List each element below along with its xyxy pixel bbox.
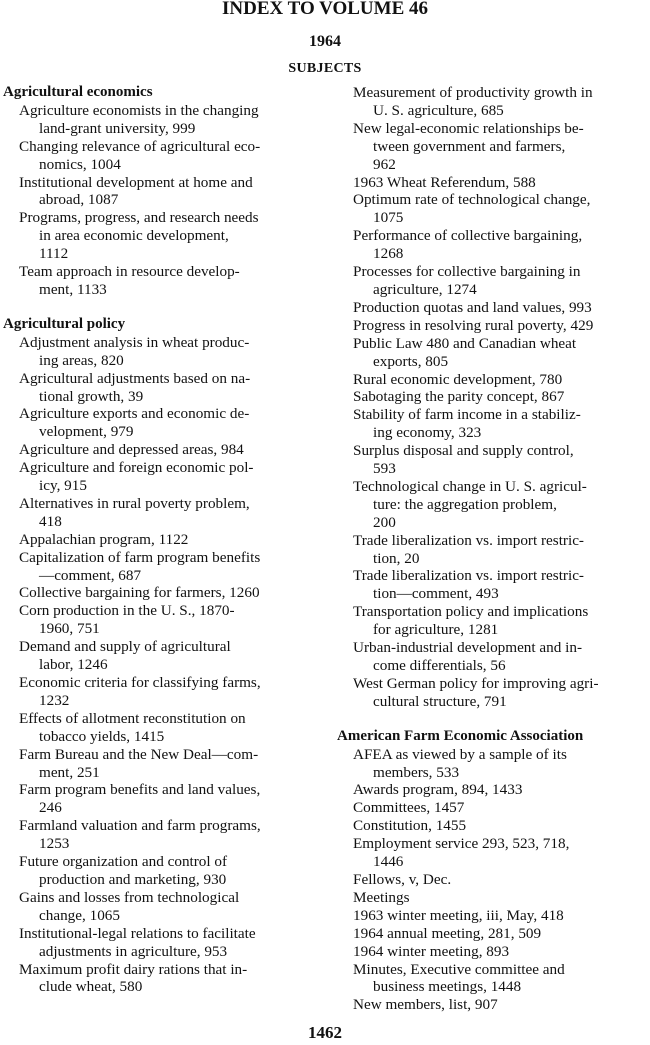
index-entry-line: Measurement of productivity growth in — [353, 84, 593, 101]
index-entry — [3, 549, 315, 585]
index-entry — [337, 120, 648, 174]
index-entry-line: Gains and losses from technological — [19, 888, 240, 906]
index-entry-line: Alternatives in rural poverty problem, — [19, 494, 250, 512]
index-entry — [3, 746, 315, 782]
index-entry-line: Surplus disposal and supply control, — [353, 442, 574, 460]
index-entry — [337, 871, 648, 889]
index-entry-line: Urban-industrial development and in- — [353, 639, 583, 657]
index-entry-line: Sabotaging the parity concept, 867 — [353, 388, 565, 406]
index-entry-line: tobacco yields, 1415 — [39, 727, 165, 745]
index-entry-line: 1268 — [373, 245, 404, 263]
index-entry — [337, 442, 648, 478]
index-entry-line: Employment service 293, 523, 718, — [353, 835, 570, 853]
index-entry-line: Institutional-legal relations to facilitate — [19, 924, 256, 942]
index-entry-line: Farm Bureau and the New Deal—com- — [19, 745, 259, 763]
index-entry-line: business meetings, 1448 — [373, 978, 522, 996]
page-number: 1462 — [308, 1023, 342, 1042]
index-entry-line: —comment, 687 — [39, 566, 142, 584]
index-entry-line: 200 — [373, 513, 396, 531]
index-entry — [337, 996, 648, 1014]
index-entry — [337, 925, 648, 943]
index-entry — [337, 388, 648, 406]
index-entry-line: Progress in resolving rural poverty, 429 — [353, 316, 594, 334]
index-entry-line: 1960, 751 — [39, 620, 100, 638]
index-entry-line: come differentials, 56 — [373, 657, 506, 674]
index-entry — [3, 174, 315, 210]
index-entry-line: Agriculture and foreign economic pol- — [19, 459, 254, 477]
index-entry-line: Corn production in the U. S., 1870- — [19, 602, 235, 620]
index-entry-line: Demand and supply of agricultural — [19, 638, 231, 656]
index-entry — [3, 102, 315, 138]
index-entry-line: 1232 — [39, 691, 70, 709]
index-entry — [337, 907, 648, 925]
index-entry — [3, 853, 315, 889]
index-entry — [337, 317, 648, 335]
index-entry-line: 1964 winter meeting, 893 — [353, 942, 510, 960]
index-entry-line: change, 1065 — [39, 906, 120, 924]
section-label: SUBJECTS — [288, 61, 362, 76]
index-entry — [337, 675, 648, 711]
index-entry-line: ture: the aggregation problem, — [373, 495, 557, 513]
index-entry-line: clude wheat, 580 — [39, 978, 143, 996]
index-entry-line: Changing relevance of agricultural eco- — [19, 137, 261, 155]
index-entry-line: 418 — [39, 512, 62, 530]
index-entry-line: Processes for collective bargaining in — [353, 263, 581, 281]
index-entry-line: Adjustment analysis in wheat produc- — [19, 333, 250, 351]
index-entry-line: Meetings — [353, 888, 410, 906]
index-entry — [337, 299, 648, 317]
index-entry — [337, 227, 648, 263]
page-title: INDEX TO VOLUME 46 — [221, 0, 429, 19]
index-entry-line: Effects of allotment reconstitution on — [19, 709, 246, 727]
index-entry — [3, 817, 315, 853]
index-entry-line: 246 — [39, 799, 62, 817]
index-entry-line: abroad, 1087 — [39, 191, 119, 209]
index-entry-line: Production quotas and land values, 993 — [353, 298, 592, 316]
index-entry-line: Rural economic development, 780 — [353, 370, 563, 388]
index-entry — [337, 335, 648, 371]
index-entry — [3, 710, 315, 746]
index-entry-line: 1253 — [39, 835, 70, 853]
index-entry-line: 1964 annual meeting, 281, 509 — [353, 924, 542, 942]
left-column — [3, 84, 315, 996]
heading-agricultural-economics: Agricultural economics — [3, 84, 153, 100]
index-entry-line: icy, 915 — [39, 477, 87, 495]
index-entry-line: tion—comment, 493 — [373, 585, 499, 603]
entries-afea — [337, 746, 648, 907]
index-entry-line: Appalachian program, 1122 — [19, 530, 189, 548]
index-entry-line: Trade liberalization vs. import restric- — [353, 531, 584, 549]
index-entry-line: Performance of collective bargaining, — [353, 227, 583, 245]
index-entry — [3, 370, 315, 406]
entries-meetings — [337, 907, 648, 961]
index-entry-line: Agriculture economists in the changing — [19, 101, 259, 119]
index-entry — [337, 781, 648, 799]
index-entry-line: agriculture, 1274 — [373, 280, 477, 298]
index-entry-line: in area economic development, — [39, 227, 229, 245]
index-entry-line: tion, 20 — [373, 549, 420, 567]
index-entry — [3, 405, 315, 441]
index-entry — [337, 889, 648, 907]
index-entry-line: ing economy, 323 — [373, 424, 482, 442]
index-entry-line: ment, 251 — [39, 763, 100, 781]
index-entry-line: Farm program benefits and land values, — [19, 781, 261, 799]
index-entry — [3, 531, 315, 549]
index-entry-line: West German policy for improving agri- — [353, 674, 599, 692]
index-entry — [337, 406, 648, 442]
index-entry-line: 1963 winter meeting, iii, May, 418 — [353, 906, 564, 924]
index-entry-line: Agricultural adjustments based on na- — [19, 369, 251, 387]
index-entry — [337, 943, 648, 961]
index-entry-line: tween government and farmers, — [373, 137, 566, 155]
index-entry — [3, 334, 315, 370]
volume-year: 1964 — [309, 33, 341, 50]
index-entry-line: exports, 805 — [373, 352, 449, 370]
index-entry-line: New legal-economic relationships be- — [353, 119, 584, 137]
index-entry — [337, 478, 648, 532]
index-entry — [3, 781, 315, 817]
index-entry-line: velopment, 979 — [39, 423, 134, 441]
index-entry — [337, 532, 648, 568]
index-entry-line: Farmland valuation and farm programs, — [19, 817, 261, 835]
index-entry — [337, 567, 648, 603]
index-entry — [337, 191, 648, 227]
heading-american-farm-economic-association: American Farm Economic Association — [337, 727, 584, 744]
index-entry — [337, 174, 648, 192]
index-entry-line: Fellows, v, Dec. — [353, 870, 452, 888]
index-entry — [3, 495, 315, 531]
index-entry-line: 593 — [373, 460, 396, 478]
index-entry-line: tional growth, 39 — [39, 387, 144, 405]
index-entry — [337, 603, 648, 639]
index-entry-line: 962 — [373, 155, 396, 173]
index-entry — [3, 638, 315, 674]
index-entry-line: 1446 — [373, 853, 404, 871]
index-entry-line: Programs, progress, and research needs — [19, 209, 259, 227]
index-entry — [337, 639, 648, 675]
index-entry-line: Trade liberalization vs. import restric- — [353, 567, 584, 585]
index-entry — [3, 209, 315, 263]
index-entry — [337, 817, 648, 835]
index-entry — [3, 263, 315, 299]
index-entry-line: nomics, 1004 — [39, 155, 121, 173]
index-entry-line: ment, 1133 — [39, 280, 107, 298]
index-entry — [337, 84, 648, 120]
index-entry — [3, 925, 315, 961]
index-entry-line: Institutional development at home and — [19, 173, 253, 191]
index-entry-line: 1075 — [373, 209, 404, 227]
index-entry-line: Transportation policy and implications — [353, 603, 589, 621]
index-entry-line: land-grant university, 999 — [39, 119, 196, 137]
index-entry-line: cultural structure, 791 — [373, 692, 507, 710]
index-entry-line: for agriculture, 1281 — [373, 621, 499, 639]
index-entry-line: Committees, 1457 — [353, 799, 465, 817]
index-entry — [3, 138, 315, 174]
index-entry-line: Agriculture exports and economic de- — [19, 405, 250, 423]
index-entry-line: Maximum profit dairy rations that in- — [19, 960, 248, 978]
index-entry-line: Optimum rate of technological change, — [353, 191, 591, 209]
index-entry-line: 1963 Wheat Referendum, 588 — [353, 173, 536, 191]
index-entry-line: Constitution, 1455 — [353, 817, 467, 835]
index-entry — [337, 371, 648, 389]
index-entry — [337, 961, 648, 997]
index-entry-line: Agriculture and depressed areas, 984 — [19, 441, 244, 459]
index-entry-line: Stability of farm income in a stabiliz- — [353, 406, 581, 424]
index-entry-line: ing areas, 820 — [39, 351, 124, 369]
entries-agricultural-economics — [3, 102, 315, 299]
index-entry — [3, 441, 315, 459]
index-entry — [3, 961, 315, 997]
index-entry-line: members, 533 — [373, 763, 460, 781]
right-column — [337, 84, 648, 1014]
index-entry-line: adjustments in agriculture, 953 — [39, 942, 228, 960]
entries-agricultural-policy-continued — [337, 84, 648, 711]
index-entry-line: Economic criteria for classifying farms, — [19, 674, 261, 691]
index-entry-line: Awards program, 894, 1433 — [353, 781, 523, 799]
index-entry — [3, 584, 315, 602]
index-entry-line: Minutes, Executive committee and — [353, 960, 565, 978]
index-entry-line: Future organization and control of — [19, 853, 228, 871]
entries-afea-tail — [337, 961, 648, 1015]
index-entry — [337, 799, 648, 817]
index-entry-line: production and marketing, 930 — [39, 870, 227, 888]
index-entry-line: Team approach in resource develop- — [19, 263, 240, 281]
index-entry-line: New members, list, 907 — [353, 996, 498, 1014]
index-entry-line: 1112 — [39, 245, 69, 263]
index-entry-line: U. S. agriculture, 685 — [373, 101, 504, 119]
index-entry-line: labor, 1246 — [39, 656, 108, 674]
index-entry — [3, 602, 315, 638]
index-entry-line: Capitalization of farm program benefits — [19, 548, 261, 566]
entries-agricultural-policy — [3, 334, 315, 997]
index-entry — [3, 889, 315, 925]
index-entry-line: Technological change in U. S. agricul- — [353, 477, 587, 495]
index-entry — [337, 746, 648, 782]
index-entry-line: AFEA as viewed by a sample of its — [353, 745, 567, 763]
index-entry-line: Public Law 480 and Canadian wheat — [353, 334, 577, 352]
index-entry-line: Collective bargaining for farmers, 1260 — [19, 584, 260, 602]
index-entry — [3, 674, 315, 710]
heading-agricultural-policy: Agricultural policy — [3, 315, 126, 332]
index-entry — [337, 263, 648, 299]
index-entry — [337, 835, 648, 871]
index-entry — [3, 459, 315, 495]
